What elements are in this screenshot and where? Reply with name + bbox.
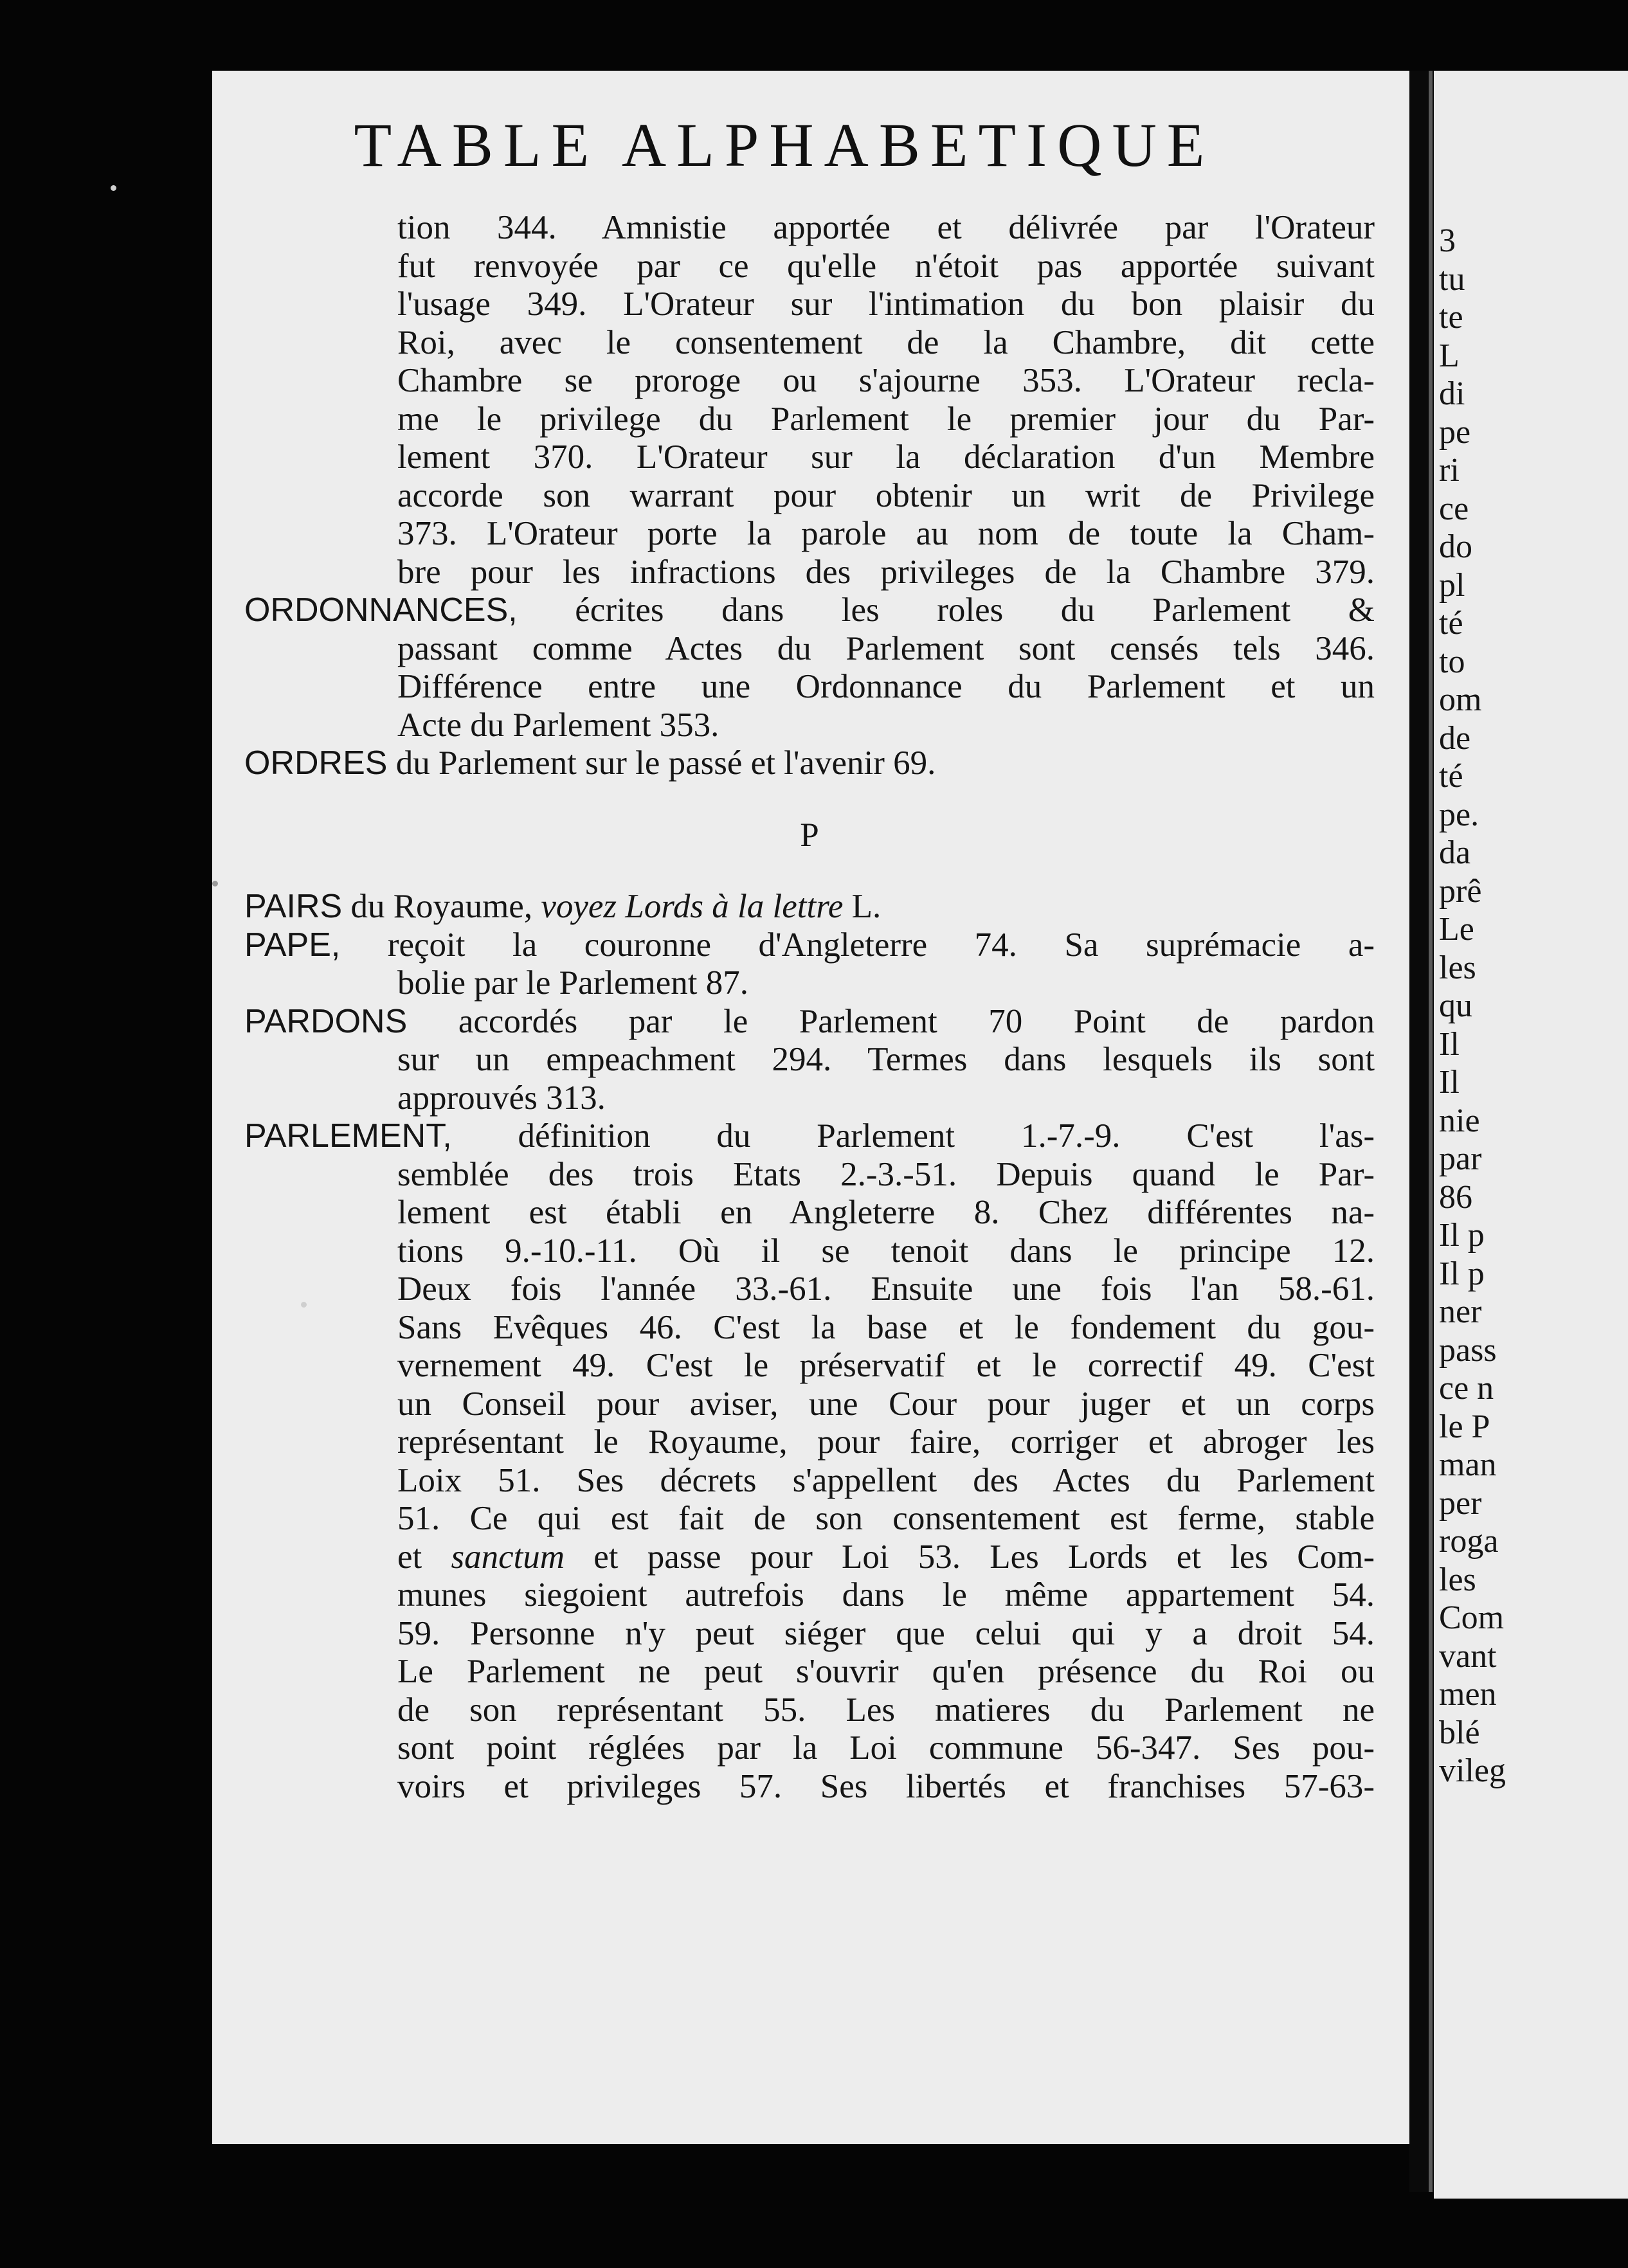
text-run: passant comme Actes du Parlement sont censés tels 346. <box>397 629 1375 667</box>
text-run: Chambre se proroge ou s'ajourne 353. L'Orateur recla- <box>397 362 1375 399</box>
index-entry-line <box>244 1117 1375 1156</box>
facing-fragment: Le <box>1439 911 1474 948</box>
index-text-line <box>397 1194 1375 1232</box>
index-text <box>244 209 1375 1806</box>
index-text-line <box>397 285 1375 324</box>
index-text-line <box>397 1615 1375 1653</box>
text-run: représentant le Royaume, pour faire, corriger et abroger les <box>397 1423 1375 1461</box>
index-text-line <box>397 668 1375 706</box>
scan-speck <box>301 1302 307 1308</box>
text-run: lement est établi en Angleterre 8. Chez différentes na- <box>397 1194 1375 1231</box>
facing-fragment: Il p <box>1439 1255 1485 1292</box>
facing-fragment: men <box>1439 1676 1497 1713</box>
text-run: approuvés 313. <box>397 1079 606 1117</box>
index-entry-line <box>244 744 1375 783</box>
facing-fragment: Il <box>1439 1025 1460 1063</box>
facing-fragment: Il p <box>1439 1217 1485 1254</box>
index-text-line <box>397 1156 1375 1194</box>
facing-fragment: per <box>1439 1484 1482 1522</box>
text-run: me le privilege du Parlement le premier jour du Par- <box>397 400 1375 438</box>
entry-heading: ORDRES <box>244 744 388 782</box>
text-run: voirs et privileges 57. Ses libertés et franchises 57-63- <box>397 1767 1375 1805</box>
facing-fragment: ner <box>1439 1293 1482 1330</box>
facing-fragment: pe. <box>1439 796 1479 833</box>
facing-fragment: par <box>1439 1140 1482 1177</box>
index-entry-line <box>244 926 1375 965</box>
index-text-line <box>397 1347 1375 1385</box>
text-run: Acte du Parlement 353. <box>397 706 719 744</box>
text-run: accordés par le Parlement 70 Point de pardon <box>407 1002 1375 1040</box>
text-run: vernement 49. C'est le préservatif et le correctif 49. C'est <box>397 1347 1375 1384</box>
text-run: bolie par le Parlement 87. <box>397 964 749 1002</box>
facing-fragment: Com <box>1439 1599 1505 1636</box>
text-run: et passe pour Loi 53. Les Lords et les Com- <box>565 1538 1375 1576</box>
index-text-line <box>397 477 1375 516</box>
facing-fragment: té <box>1439 605 1463 642</box>
text-run: définition du Parlement 1.-7.-9. C'est l'as- <box>451 1117 1375 1155</box>
text-run: 51. Ce qui est fait de son consentement est ferme, stable <box>397 1500 1375 1537</box>
facing-fragment: tu <box>1439 260 1465 298</box>
index-entry-line <box>244 1003 1375 1041</box>
facing-fragment: les <box>1439 1561 1476 1598</box>
facing-fragment: L <box>1439 337 1460 374</box>
index-text-line <box>397 964 1375 1003</box>
facing-fragment: ce <box>1439 490 1469 527</box>
facing-fragment: de <box>1439 719 1471 757</box>
index-text-line <box>397 1500 1375 1538</box>
index-text-line <box>397 1653 1375 1691</box>
facing-fragment: 86 <box>1439 1178 1472 1216</box>
facing-fragment: om <box>1439 681 1482 718</box>
index-text-line <box>397 209 1375 248</box>
facing-fragment: 3 <box>1439 222 1456 259</box>
text-run: de son représentant 55. Les matieres du Parlement ne <box>397 1691 1375 1729</box>
text-run: munes siegoient autrefois dans le même appartement 54. <box>397 1576 1375 1614</box>
facing-fragment: pe <box>1439 413 1471 451</box>
index-text-line <box>397 1538 1375 1577</box>
text-run: 373. L'Orateur porte la parole au nom de toute la Cham- <box>397 515 1375 552</box>
text-run: bre pour les infractions des privileges de la Chambre 379. <box>397 553 1375 591</box>
text-run: Le Parlement ne peut s'ouvrir qu'en présence du Roi ou <box>397 1653 1375 1690</box>
entry-heading: ORDONNANCES, <box>244 591 518 629</box>
entry-heading: PARDONS <box>244 1002 408 1040</box>
text-run: Différence entre une Ordonnance du Parlement et un <box>397 668 1375 705</box>
index-text-line <box>397 630 1375 669</box>
text-run: P <box>800 816 819 854</box>
index-text-line <box>397 1576 1375 1615</box>
entry-heading: PAPE, <box>244 926 341 964</box>
text-run: du Parlement sur le passé et l'avenir 69. <box>387 744 936 782</box>
italic-run: sanctum <box>451 1538 565 1576</box>
index-text-line <box>397 1768 1375 1806</box>
text-run: 59. Personne n'y peut siéger que celui qui y a droit 54. <box>397 1614 1375 1652</box>
facing-fragment: te <box>1439 299 1463 336</box>
facing-fragment: di <box>1439 375 1465 412</box>
facing-fragment: prê <box>1439 872 1482 910</box>
text-run: accorde son warrant pour obtenir un writ de Privilege <box>397 476 1375 514</box>
index-text-line <box>397 438 1375 477</box>
facing-page-text <box>1439 222 1628 1790</box>
index-text-line <box>397 554 1375 592</box>
text-run: reçoit la couronne d'Angleterre 74. Sa suprémacie a- <box>340 926 1375 964</box>
index-text-line <box>397 1462 1375 1500</box>
index-text-line <box>397 401 1375 439</box>
text-run: fut renvoyée par ce qu'elle n'étoit pas apportée suivant <box>397 247 1375 285</box>
text-run: sont point réglées par la Loi commune 56-347. Ses pou- <box>397 1729 1375 1767</box>
facing-fragment: qu <box>1439 987 1472 1024</box>
text-run: lement 370. L'Orateur sur la déclaration d'un Membre <box>397 438 1375 476</box>
facing-fragment: ri <box>1439 452 1460 489</box>
scan-speck <box>111 185 116 191</box>
index-text-line <box>397 1079 1375 1118</box>
facing-fragment: ce n <box>1439 1370 1494 1407</box>
text-run: l'usage 349. L'Orateur sur l'intimation du bon plaisir du <box>397 285 1375 323</box>
facing-fragment: man <box>1439 1446 1497 1483</box>
text-run: Roi, avec le consentement de la Chambre, dit cette <box>397 323 1375 361</box>
index-text-line <box>397 1385 1375 1424</box>
facing-fragment: le P <box>1439 1408 1490 1445</box>
index-text-line <box>397 1232 1375 1271</box>
index-text-line <box>397 1041 1375 1079</box>
text-run: sur un empeachment 294. Termes dans lesquels ils sont <box>397 1041 1375 1078</box>
facing-fragment: té <box>1439 758 1463 795</box>
text-run: Loix 51. Ses décrets s'appellent des Actes du Parlement <box>397 1461 1375 1499</box>
scan-speck <box>212 881 218 887</box>
facing-fragment: vileg <box>1439 1752 1506 1789</box>
text-run: et <box>397 1538 451 1576</box>
index-text-line <box>397 1309 1375 1347</box>
page-header: TABLE ALPHABETIQUE <box>354 111 1215 179</box>
italic-run: voyez Lords à la lettre <box>541 888 844 925</box>
facing-fragment: to <box>1439 643 1465 680</box>
entry-heading: PAIRS <box>244 888 343 925</box>
text-run: du Royaume, <box>342 888 541 925</box>
gutter-line <box>1429 71 1433 2192</box>
facing-fragment: do <box>1439 528 1472 565</box>
index-entry-line <box>244 888 1375 926</box>
text-run: un Conseil pour aviser, une Cour pour juger et un corps <box>397 1385 1375 1423</box>
facing-fragment: pass <box>1439 1331 1497 1369</box>
facing-fragment: blé <box>1439 1714 1480 1751</box>
facing-fragment: da <box>1439 834 1471 871</box>
facing-fragment: pl <box>1439 566 1465 604</box>
index-text-line <box>397 706 1375 745</box>
facing-fragment: les <box>1439 949 1476 986</box>
facing-fragment: nie <box>1439 1102 1480 1139</box>
index-text-line <box>397 1270 1375 1309</box>
facing-fragment: roga <box>1439 1523 1499 1560</box>
text-run: tion 344. Amnistie apportée et délivrée par l'Orateur <box>397 209 1375 246</box>
text-run: écrites dans les roles du Parlement & <box>517 591 1375 629</box>
text-run: Sans Evêques 46. C'est la base et le fondement du gou- <box>397 1308 1375 1346</box>
index-text-line <box>397 1691 1375 1730</box>
entry-heading: PARLEMENT, <box>244 1117 452 1155</box>
index-text-line <box>397 248 1375 286</box>
facing-fragment: vant <box>1439 1637 1497 1675</box>
facing-fragment: Il <box>1439 1064 1460 1101</box>
index-text-line <box>397 1729 1375 1768</box>
index-text-line <box>397 515 1375 554</box>
text-run: Deux fois l'année 33.-61. Ensuite une fois l'an 58.-61. <box>397 1270 1375 1308</box>
index-text-line <box>397 362 1375 401</box>
text-run: semblée des trois Etats 2.-3.-51. Depuis quand le Par- <box>397 1155 1375 1193</box>
text-run: tions 9.-10.-11. Où il se tenoit dans le principe 12. <box>397 1232 1375 1270</box>
index-text-line <box>397 1423 1375 1462</box>
index-text-line <box>397 324 1375 363</box>
section-letter <box>244 816 1375 855</box>
index-entry-line <box>244 591 1375 630</box>
text-run: L. <box>843 888 882 925</box>
